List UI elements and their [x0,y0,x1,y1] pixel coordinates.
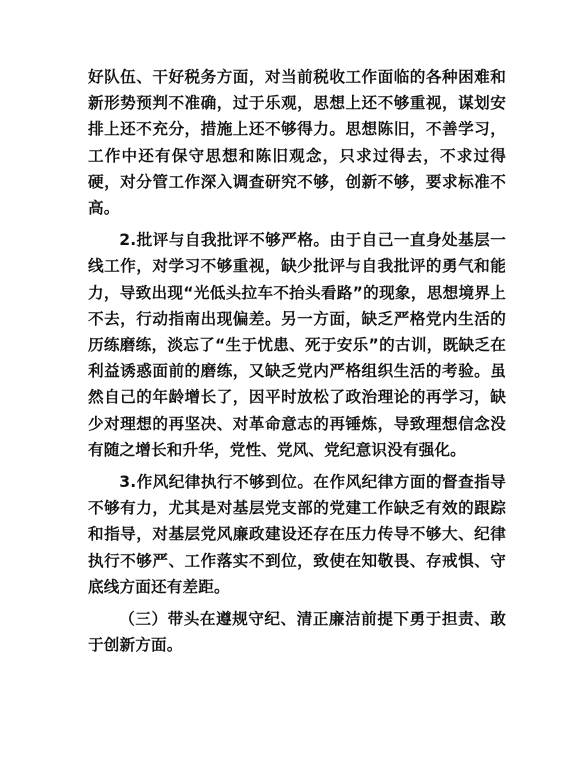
paragraph-continuation: 好队伍、干好税务方面，对当前税收工作面临的各种困难和新形势预判不准确，过于乐观，思想上还不够重视，谋划安排上还不充分，措施上还不够得力。思想陈旧，不善学习，工作中还有保守思想和陈旧观念，只求过得去，不求过得硬，对分管工作深入调查研究不够，创新不够，要求标准不高。 [88,68,506,218]
document-body [88,64,506,658]
paragraph-section-three: （三）带头在遵规守纪、清正廉洁前提下勇于担责、敢于创新方面。 [88,610,506,655]
paragraph-criticism: 2.批评与自我批评不够严格。由于自己一直身处基层一线工作，对学习不够重视，缺少批评与自我批评的勇气和能力，导致出现“光低头拉车不抬头看路”的现象，思想境界上不去，行动指南出现偏差。另一方面，缺乏严格党内生活的历练磨练，淡忘了“生于忧患、死于安乐”的古训，既缺乏在利益诱惑面前的磨练，又缺乏党内严格组织生活的考验。虽然自己的年龄增长了，因平时放松了政治理论的再学习，缺少对理想的再坚决、对革命意志的再锤炼，导致理想信念没有随之增长和升华，党性、党风、党纪意识没有强化。 [88,231,506,459]
paragraph-discipline: 3.作风纪律执行不够到位。在作风纪律方面的督查指导不够有力，尤其是对基层党支部的党建工作缺乏有效的跟踪和指导，对基层党风廉政建设还存在压力传导不够大、纪律执行不够严、工作落实不到位，致使在知敬畏、存戒惧、守底线方面还有差距。 [88,473,506,596]
